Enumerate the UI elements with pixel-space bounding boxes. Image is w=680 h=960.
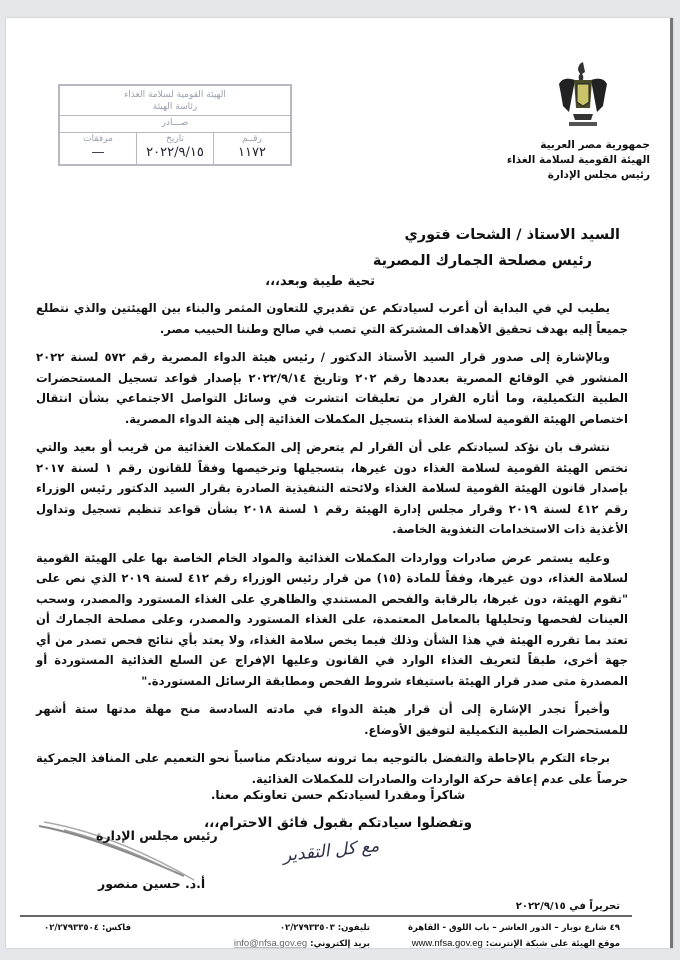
addressee-title: رئيس مصلحة الجمارك المصرية — [372, 253, 592, 269]
footer-address: ٤٩ شارع نوبار – الدور العاشر – باب اللوق - القاهرة — [407, 923, 620, 933]
addressee-block — [373, 222, 620, 274]
footer-address-block — [408, 920, 620, 952]
footer-fax: ٠٢/٢٧٩٣٣٥٠٤ — [44, 923, 99, 933]
stamp-date-cell — [136, 133, 213, 165]
letter-body — [36, 298, 628, 797]
outgoing-stamp — [58, 84, 292, 166]
footer-email-label: بريد إلكتروني: — [310, 939, 370, 949]
paragraph: يطيب لي في البداية أن أعرب لسيادتكم عن تقديري للتعاون المثمر والبناء بين الهيئتين والذي نتطلع جميعاً إليه بهدف تحقيق الأهداف المشتركة التي تصب في صالح وطننا الحبيب مصر. — [36, 301, 628, 336]
footer-phone: ٠٢/٢٧٩٣٣٥٠٣ — [279, 923, 335, 933]
closing-thanks: شاكراً ومقدرا لسيادتكم حسن تعاونكم معنا. — [210, 788, 466, 802]
footer-website-link[interactable]: www.nfsa.gov.eg — [411, 938, 483, 949]
paragraph: وبالإشارة إلى صدور قرار السيد الأستاذ الدكتور / رئيس هيئة الدواء المصرية رقم ٥٧٢ لسنة ٢٠٢٢ المنشور في الوقائع المصرية بعددها رقم ٢٠٢ وتاريخ ٢٠٢٢/٩/١٤ بإصدار قواعد تسجيل المستحضرات الطبية التكميلية، وما أثاره القرار من تعليقات انتشرت في وسائل التواصل الاجتماعي بشأن انتقال اختصاص الهيئة القومية لسلامة الغذاء بتسجيل المكملات الغذائية إلى هيئة الدواء المصرية. — [36, 350, 628, 426]
stamp-org: الهيئة القومية لسلامة الغذاء — [124, 90, 226, 100]
org-country: جمهورية مصر العربية — [540, 139, 650, 151]
paragraph: برجاء التكرم بالإحاطة والتفضل بالتوجيه بما ترونه سيادتكم مناسباً نحو التعميم على المنافذ الجمركية حرصاً على عدم إعاقة حركة الواردات والصادرات للمكملات الغذائية. — [36, 751, 628, 786]
stamp-attachments-label: مرفقات — [83, 134, 113, 144]
footer-website-label: موقع الهيئة على شبكة الإنترنت: — [485, 939, 620, 949]
org-position: رئيس مجلس الإدارة — [547, 169, 650, 181]
stamp-type: صـــادر — [60, 116, 290, 133]
stamp-number-value: ١١٧٢ — [238, 145, 266, 160]
closing-regards: وتفضلوا سيادتكم بقبول فائق الاحترام،،، — [203, 815, 473, 831]
footer-fax-block — [44, 920, 131, 936]
footer-phone-label: تليفون: — [337, 923, 370, 933]
footer-fax-label: فاكس: — [101, 923, 132, 933]
addressee-name: السيد الاستاذ / الشحات فتوري — [404, 227, 620, 243]
stamp-attachments-cell — [60, 133, 136, 165]
greeting: تحية طيبة وبعد،،، — [265, 274, 375, 289]
paragraph: نتشرف بان نؤكد لسيادتكم على أن القرار لم يتعرض إلى المكملات الغذائية من قريب أو بعيد والتي تختص الهيئة القومية لسلامة الغذاء دون غيرها، بتسجيلها وترخيصها وفقاً للقانون رقم ١ لسنة ٢٠١٧ بإصدار قانون الهيئة القومية لسلامة الغذاء ولائحته التنفيذية الصادرة بقرار السيد الدكتور رئيس الوزراء رقم ٤١٢ لسنة ٢٠١٩ وقرار مجلس إدارة الهيئة رقم ١ لسنة ٢٠١٨ بشأن قواعد تنظيم تسجيل وتداول الأغذية ذات الاستخدامات التغذوية الخاصة. — [36, 440, 628, 536]
stamp-dept: رئاسة الهيئة — [152, 102, 198, 112]
paragraph: وعليه يستمر عرض صادرات وواردات المكملات الغذائية والمواد الخام الخاصة بها على الهيئة القومية لسلامة الغذاء، دون غيرها، وفقاً للمادة (١٥) من قرار رئيس الوزراء رقم ٤١٢ لسنة ٢٠١٩ الذي نص على "تقوم الهيئة، دون غيرها، بالرقابة والفحص المستندي والظاهري على الغذاء المستورد والمصدر، وسحب العينات لفحصها وتحليلها بالمعامل المعتمدة، على الغذاء المستورد والمصدر، وعلى مصلحة الجمارك أن تعتد بما تقرره الهيئة في هذا الشأن وذلك فيما يخص سلامة الغذاء، ولا يعتد بأي نتائج فحص تصدر من أي جهة أخرى، طبقاً لتعريف الغذاء الوارد في القانون وعليها الإفراج عن السلع الغذائية المستوردة أو المصدرة متى صدر قرار الهيئة باستيفاء شروط الفحص ومطابقة الرسائل المستوردة." — [36, 550, 628, 688]
footer-divider — [20, 915, 632, 917]
issue-date: تحريراً في ٢٠٢٢/٩/١٥ — [515, 901, 620, 912]
stamp-date-label: تاريخ — [166, 134, 184, 144]
eagle-emblem-icon — [555, 58, 611, 130]
stamp-number-cell — [213, 133, 290, 165]
stamp-number-label: رقــم — [242, 134, 262, 144]
stamp-date-value: ٢٠٢٢/٩/١٥ — [146, 145, 204, 160]
handwritten-signature — [256, 833, 406, 883]
stamp-attachments-value: — — [91, 145, 105, 160]
handwritten-note: مع كل التقدير — [281, 836, 381, 866]
paragraph: وأخيراً تجدر الإشارة إلى أن قرار هيئة الدواء في مادته السادسة منح مهلة مدتها ستة أشهر للمستحضرات الطبية التكميلية لتوفيق الأوضاع. — [36, 702, 628, 737]
letterhead — [508, 58, 658, 183]
letter-page — [6, 18, 673, 948]
footer-contact-block — [234, 920, 370, 952]
footer-email-link[interactable]: info@nfsa.gov.eg — [233, 938, 308, 949]
signatory-name: أ.د. حسين منصور — [98, 876, 206, 891]
signatory-title: رئيس مجلس الإدارة — [96, 828, 218, 843]
org-authority: الهيئة القومية لسلامة الغذاء — [506, 154, 650, 166]
